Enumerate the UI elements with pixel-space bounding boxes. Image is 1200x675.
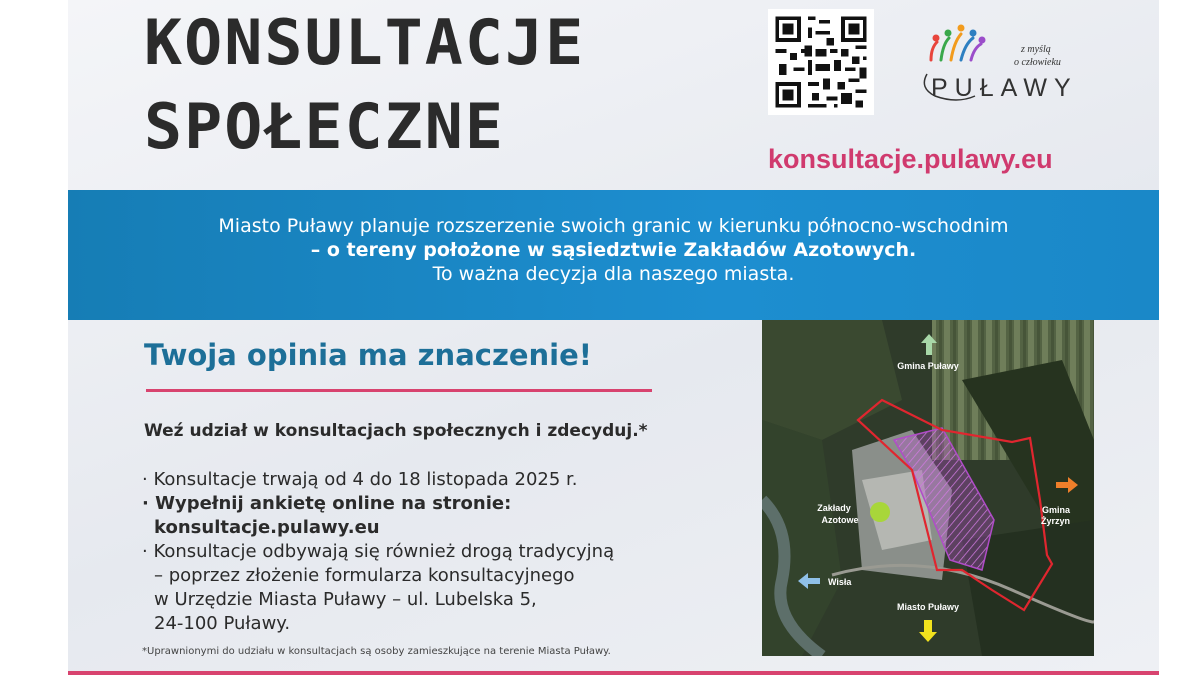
poster xyxy=(68,0,1159,675)
heading-underline xyxy=(146,389,652,392)
bottom-stripe xyxy=(68,671,1159,675)
banner-line-3: To ważna decyzja dla naszego miasta. xyxy=(432,263,795,285)
website-link[interactable]: konsultacje.pulawy.eu xyxy=(768,144,1053,174)
area-map xyxy=(762,320,1094,656)
qr-code[interactable] xyxy=(768,9,874,115)
footnote: *Uprawnionymi do udziału w konsultacjach są osoby zamieszkujące na terenie Miasta Puławy. xyxy=(142,646,611,657)
map-label-east-2: Żyrzyn xyxy=(1040,516,1070,526)
pulawy-logo xyxy=(911,12,1081,104)
title-line-2: SPOŁECZNE xyxy=(144,90,506,163)
banner-line-1: Miasto Puławy planuje rozszerzenie swoich granic w kierunku północno-wschodnim xyxy=(218,215,1009,237)
section-heading: Twoja opinia ma znaczenie! xyxy=(144,338,592,372)
list-item-traditional-4: 24-100 Puławy. xyxy=(154,613,291,634)
logo-tagline-2: o człowieku xyxy=(1014,57,1061,68)
map-label-plant-2: Azotowe xyxy=(821,515,859,525)
list-item-survey: · Wypełnij ankietę online na stronie: xyxy=(142,493,512,514)
map-label-south: Miasto Puławy xyxy=(896,602,960,612)
list-item-traditional-2: – poprzez złożenie formularza konsultacyjnego xyxy=(154,565,575,586)
info-banner xyxy=(68,190,1159,320)
list-item-traditional: · Konsultacje odbywają się również drogą tradycyjną xyxy=(142,541,615,562)
logo-tagline-1: z myślą xyxy=(1021,44,1051,55)
banner-line-2: – o tereny położone w sąsiedztwie Zakładów Azotowych. xyxy=(310,239,917,261)
plant-marker-icon xyxy=(870,502,890,522)
intro-text: Weź udział w konsultacjach społecznych i zdecyduj.* xyxy=(144,421,648,441)
info-list xyxy=(142,468,614,636)
logo-city: PUŁAWY xyxy=(931,74,1078,102)
title-line-1: KONSULTACJE xyxy=(144,6,586,79)
map-label-east-1: Gmina xyxy=(1041,505,1070,515)
map-label-river: Wisła xyxy=(828,577,852,587)
survey-link[interactable]: konsultacje.pulawy.eu xyxy=(154,517,380,538)
list-item-traditional-3: w Urzędzie Miasta Puławy – ul. Lubelska 5, xyxy=(154,589,537,610)
map-label-plant-1: Zakłady xyxy=(817,503,851,513)
map-label-north: Gmina Puławy xyxy=(897,361,959,371)
list-item-dates: · Konsultacje trwają od 4 do 18 listopada 2025 r. xyxy=(142,469,578,490)
